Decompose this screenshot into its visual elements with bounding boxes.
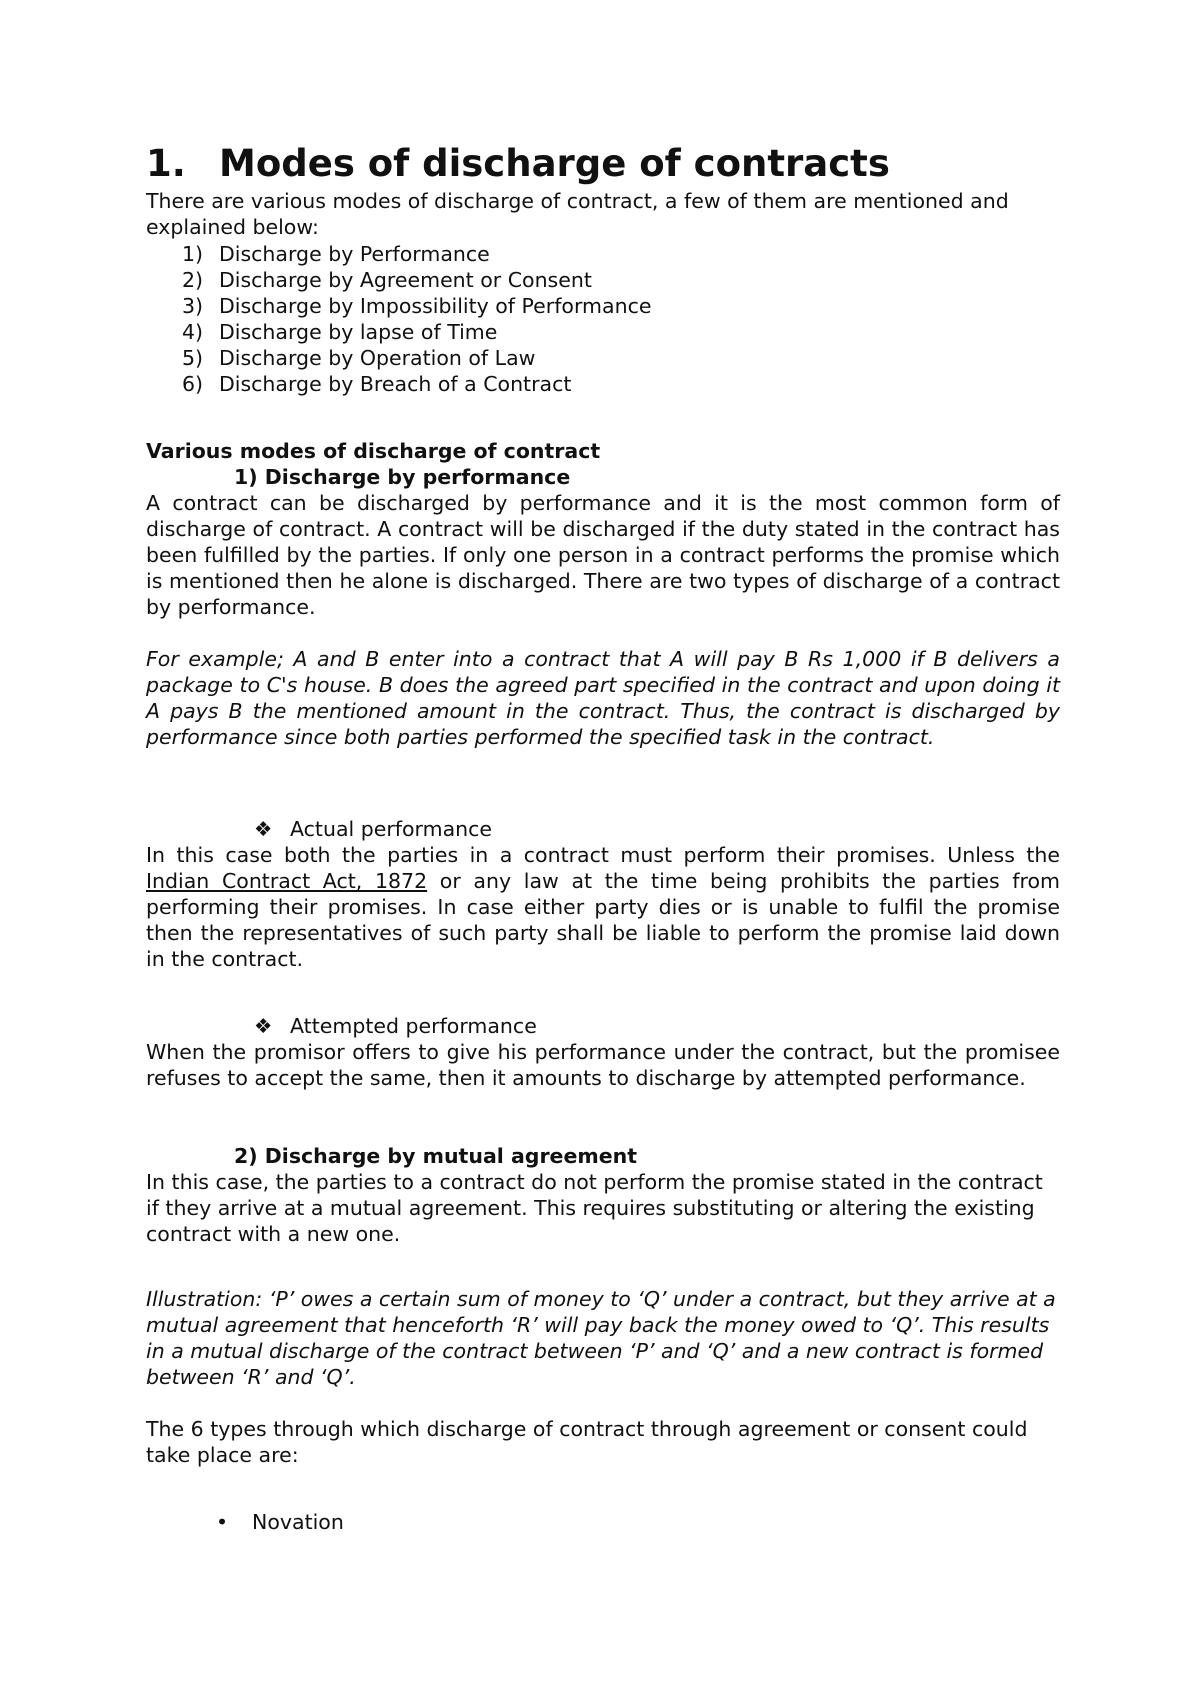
diamond-bullet-icon: ❖	[254, 817, 273, 841]
list-item: • Novation	[216, 1510, 344, 1534]
types-intro: The 6 types through which discharge of contract through agreement or consent could take place are:	[146, 1417, 1028, 1467]
performance-body: A contract can be discharged by performance and it is the most common form of discharge of contract. A contract will be discharged if the duty stated in the contract has been fulfilled by the parties. If only one person in a contract performs the promise which is mentioned then he alone is discharged. There are two types of discharge of a contract by performance.	[146, 491, 1060, 619]
contract-act-link[interactable]: Indian Contract Act, 1872	[146, 869, 428, 893]
heading-number: 1.	[146, 142, 186, 185]
attempted-performance-title: ❖ Attempted performance	[254, 1014, 537, 1038]
modes-list	[146, 241, 651, 397]
bullet-icon: •	[216, 1510, 229, 1534]
list-item: 4) Discharge by lapse of Time	[182, 320, 498, 344]
performance-example: For example; A and B enter into a contract that A will pay B Rs 1,000 if B delivers a package to C's house. B does the agreed part specified in the contract and upon doing it A pays B the mentioned amount in the contract. Thus, the contract is discharged by performance since both parties performed the specified task in the contract.	[146, 647, 1060, 749]
document-page	[146, 0, 1060, 1696]
list-item: 1) Discharge by Performance	[182, 242, 490, 266]
heading-text: Modes of discharge of contracts	[219, 142, 890, 185]
page-title	[146, 141, 890, 187]
mutual-agreement-body: In this case, the parties to a contract do not perform the promise stated in the contract if they arrive at a mutual agreement. This requires substituting or altering the existing contract with a new one.	[146, 1170, 1043, 1246]
attempted-performance-body: When the promisor offers to give his performance under the contract, but the promisee refuses to accept the same, then it amounts to discharge by attempted performance.	[146, 1040, 1060, 1090]
section-title: Various modes of discharge of contract	[146, 439, 601, 463]
list-item: 6) Discharge by Breach of a Contract	[182, 372, 572, 396]
performance-heading: 1) Discharge by performance	[234, 465, 571, 489]
list-item: 5) Discharge by Operation of Law	[182, 346, 536, 370]
mutual-agreement-heading: 2) Discharge by mutual agreement	[234, 1144, 638, 1168]
actual-performance-body: In this case both the parties in a contract must perform their promises. Unless the Indian Contract Act, 1872 or any law at the time being prohibits the parties from performing their promises. In case either party dies or is unable to fulfil the promise then the representatives of such party shall be liable to perform the promise laid down in the contract.	[146, 843, 1060, 971]
diamond-bullet-icon: ❖	[254, 1014, 273, 1038]
list-item: 2) Discharge by Agreement or Consent	[182, 268, 592, 292]
mutual-illustration: Illustration: ‘P’ owes a certain sum of money to ‘Q’ under a contract, but they arrive at a mutual agreement that henceforth ‘R’ will pay back the money owed to ‘Q’. This results in a mutual discharge of the contract between ‘P’ and ‘Q’ and a new contract is formed between ‘R’ and ‘Q’.	[146, 1287, 1056, 1389]
actual-performance-title: ❖ Actual performance	[254, 817, 493, 841]
list-item: 3) Discharge by Impossibility of Performance	[182, 294, 652, 318]
intro-paragraph: There are various modes of discharge of contract, a few of them are mentioned and explained below:	[146, 189, 1009, 239]
